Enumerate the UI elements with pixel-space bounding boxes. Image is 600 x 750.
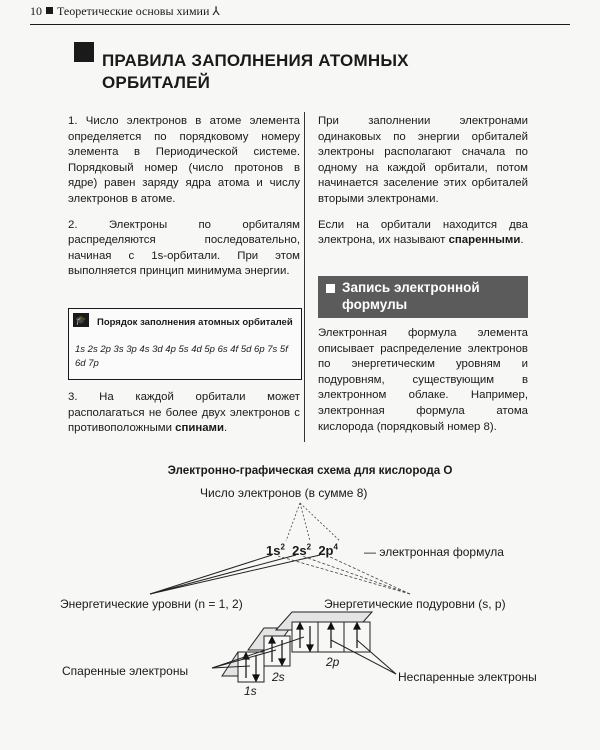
cell-label-2p: 2p	[326, 655, 340, 669]
graduation-cap-icon: 🎓	[73, 313, 89, 327]
paired-end: .	[520, 234, 524, 247]
header-symbol: ⅄	[212, 4, 220, 18]
levels-label: Энергетические уровни (n = 1, 2)	[60, 597, 243, 611]
sublevel-lines	[278, 556, 410, 594]
rule-1: 1. Число электронов в атоме элемента определяется по порядковому номеру элемента в Периодической системе. Порядковый номер (число протонов в ядре) равен заряду ядра атома и числу электронов в атоме.	[68, 115, 300, 205]
cell-label-2s: 2s	[272, 670, 285, 684]
formula-term-2p: $2p^4$	[318, 543, 338, 559]
orbital-boxes	[222, 612, 372, 682]
formula-explanation: Электронная формула элемента описывает распределение электронов по энергетическим уровням и подуровням, существующим в электронном облаке. Например, электронная формула атома кислорода (порядковый номер 8).	[318, 327, 528, 433]
rule-3-text: 3. На каждой орбитали может располагаться не более двух электронов с противоположными	[68, 391, 300, 435]
paired-text: Если на орбитали находится два электрона, их называют	[318, 218, 528, 247]
formula-term-1s: $1s^2$	[266, 543, 285, 559]
note-title: Порядок заполнения атомных орбиталей	[97, 317, 293, 328]
hund-rule: При заполнении электронами одинаковых по энергии орбиталей электроны располагают сначала по одному на каждой орбитали, потом начинается заселение этих орбиталей вторыми электронами.	[318, 115, 528, 205]
count-leader-lines	[286, 503, 340, 541]
sublevels-label: Энергетические подуровни (s, p)	[324, 597, 506, 611]
box-1s	[238, 652, 264, 682]
section-title: Запись электронной формулы	[342, 280, 480, 312]
paired-electrons-label: Спаренные электроны	[62, 664, 189, 678]
rule-2: 2. Электроны по орбиталям распределяются последовательно, начиная с 1s-орбитали. При этом выполняется принцип минимума энергии.	[68, 218, 300, 278]
rule-3-end: .	[224, 422, 228, 435]
box-2s	[264, 636, 290, 666]
formula-caption: — электронная формула	[364, 545, 504, 559]
section-name: Теоретические основы химии	[57, 4, 210, 18]
paired-bold: спаренными	[448, 234, 521, 247]
orbital-sequence: 1s 2s 2p 3s 3p 4s 3d 4p 5s 4d 5p 6s 4f 5d 6p 7s 5f 6d 7p	[75, 344, 288, 369]
diagram-title: Электронно-графическая схема для кислорода O	[167, 464, 453, 477]
unpaired-electrons-label: Неспаренные электроны	[398, 670, 537, 684]
rule-3-bold: спинами	[175, 422, 224, 435]
electron-count-label: Число электронов (в сумме 8)	[200, 486, 368, 500]
page-title: ПРАВИЛА ЗАПОЛНЕНИЯ АТОМНЫХ ОРБИТАЛЕЙ	[102, 51, 409, 92]
page-number: 10	[30, 4, 42, 18]
cell-label-1s: 1s	[244, 684, 257, 698]
formula-term-2s: $2s^2$	[292, 543, 312, 559]
box-2p-x	[292, 622, 318, 652]
